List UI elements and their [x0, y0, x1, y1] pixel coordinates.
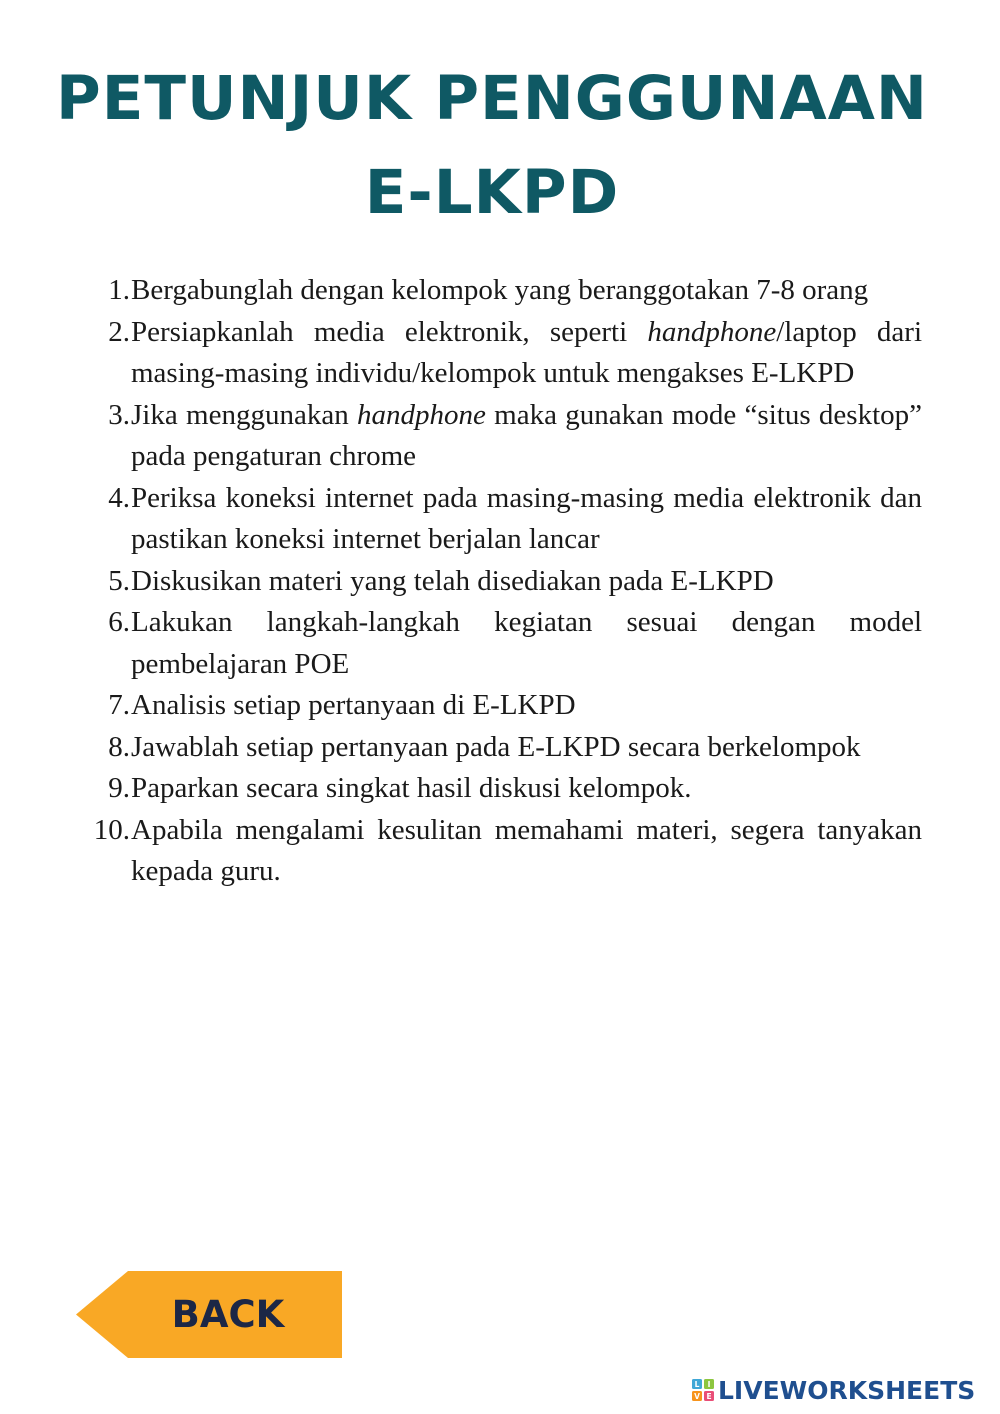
instruction-number: 6.	[108, 606, 130, 638]
instruction-text	[131, 395, 922, 478]
instruction-item-8	[78, 727, 922, 769]
instruction-item-2	[78, 312, 922, 395]
instruction-item-1	[78, 270, 922, 312]
instruction-text-part: Persiapkanlah media elektronik, seperti	[131, 315, 648, 348]
svg-text:I: I	[707, 1380, 711, 1389]
instruction-item-9	[78, 768, 922, 810]
page-title-line-1: PETUNJUK PENGGUNAAN	[56, 63, 928, 134]
svg-text:V: V	[694, 1392, 700, 1401]
instruction-text: Periksa koneksi internet pada masing-masing media elektronik dan pastikan koneksi internet berjalan lancar	[131, 481, 922, 555]
instruction-item-6	[78, 602, 922, 685]
instruction-item-5	[78, 561, 922, 603]
instruction-text: Diskusikan materi yang telah disediakan pada E-LKPD	[131, 564, 774, 597]
instruction-number: 9.	[108, 772, 130, 804]
instruction-item-10	[78, 810, 922, 893]
instruction-number: 1.	[108, 274, 130, 306]
liveworksheets-brand	[692, 1376, 975, 1404]
instruction-text: Lakukan langkah-langkah kegiatan sesuai dengan model pembelajaran POE	[131, 606, 922, 680]
svg-text:E: E	[706, 1392, 712, 1401]
instruction-item-7	[78, 685, 922, 727]
instruction-text-part: /laptop dari masing-masing individu/kelompok untuk mengakses E-LKPD	[131, 315, 922, 389]
instruction-number: 3.	[108, 398, 130, 431]
instructions-list	[78, 270, 922, 893]
instruction-text	[131, 312, 922, 395]
svg-text:L: L	[694, 1380, 700, 1389]
instruction-text-part: maka gunakan mode “situs desktop” pada pengaturan chrome	[131, 398, 922, 472]
liveworksheets-logo-icon	[692, 1379, 714, 1401]
instruction-text: Jawablah setiap pertanyaan pada E-LKPD secara berkelompok	[131, 730, 861, 763]
instruction-number: 8.	[108, 730, 130, 763]
back-button[interactable]	[76, 1271, 342, 1358]
instruction-item-4	[78, 478, 922, 561]
instruction-italic-term: handphone	[647, 315, 777, 348]
liveworksheets-wordmark: LIVEWORKSHEETS	[718, 1375, 976, 1405]
page-title	[0, 52, 984, 240]
instruction-text: Analisis setiap pertanyaan di E-LKPD	[131, 689, 576, 721]
instruction-text: Bergabunglah dengan kelompok yang beranggotakan 7-8 orang	[131, 274, 869, 306]
page-title-line-2: E-LKPD	[364, 157, 620, 228]
instruction-italic-term: handphone	[357, 398, 486, 431]
instruction-item-3	[78, 395, 922, 478]
instruction-text-part: Jika menggunakan	[131, 398, 357, 431]
back-button-label: BACK	[171, 1293, 285, 1336]
instruction-number: 5.	[108, 564, 130, 597]
instruction-number: 2.	[108, 315, 130, 348]
instruction-text: Paparkan secara singkat hasil diskusi kelompok.	[131, 772, 692, 804]
instruction-number: 4.	[108, 481, 130, 514]
instruction-text: Apabila mengalami kesulitan memahami materi, segera tanyakan kepada guru.	[131, 813, 922, 887]
instruction-number: 7.	[108, 689, 130, 721]
instruction-number: 10.	[93, 813, 130, 846]
